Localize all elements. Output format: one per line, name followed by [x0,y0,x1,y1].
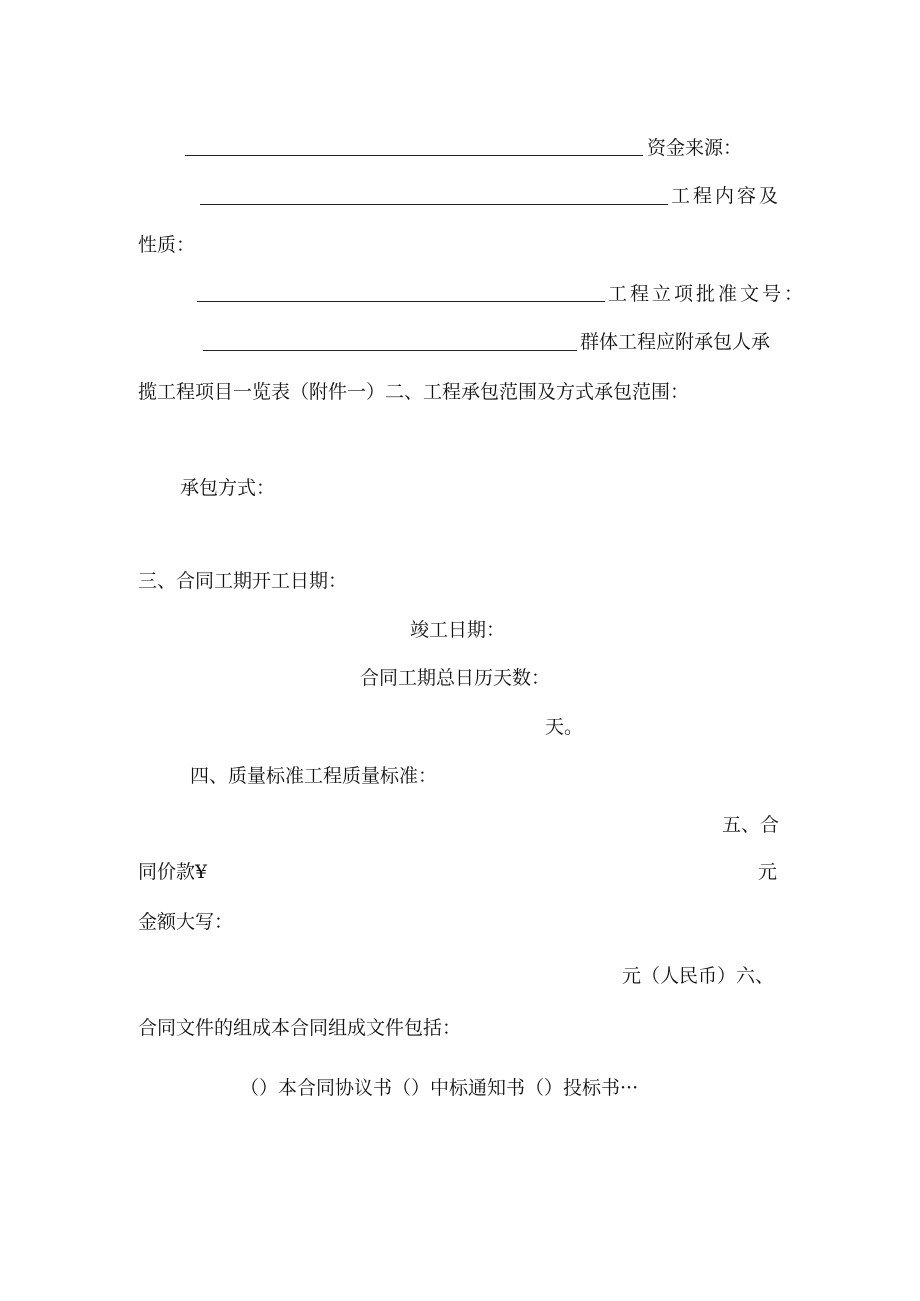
contract-mode-label: 承包方式： [180,477,276,499]
approval-doc-blank[interactable] [197,301,605,302]
days-unit: 天。 [545,716,584,738]
project-content-blank[interactable] [200,204,668,205]
project-content-label: 工程内容及 [671,185,782,207]
total-days-label: 合同工期总日历天数： [360,667,551,689]
contract-price-label: 同价款¥ [138,861,208,883]
section6-title: 合同文件的组成本合同组成文件包括： [138,1017,462,1039]
fund-source-blank[interactable] [185,155,643,156]
completion-date-label: 竣工日期： [410,619,506,641]
amount-words-label: 金额大写： [138,911,234,933]
section5-start: 五、合 [722,814,780,836]
section4-title: 四、质量标准工程质量标准： [190,765,438,787]
approval-doc-label: 工程立项批准文号： [608,283,807,305]
document-list: （）本合同协议书（）中标通知书（）投标书··· [240,1077,639,1099]
group-project-continuation: 揽工程项目一览表（附件一）二、工程承包范围及方式承包范围： [138,381,690,403]
fund-source-label: 资金来源： [647,137,743,159]
group-project-label: 群体工程应附承包人承 [580,331,771,353]
group-project-blank[interactable] [203,350,577,351]
section3-title: 三、合同工期开工日期： [138,570,348,592]
price-unit: 元 [758,861,778,883]
project-content-continuation: 性质： [138,234,196,256]
currency-and-section6: 元（人民币）六、 [622,965,775,987]
